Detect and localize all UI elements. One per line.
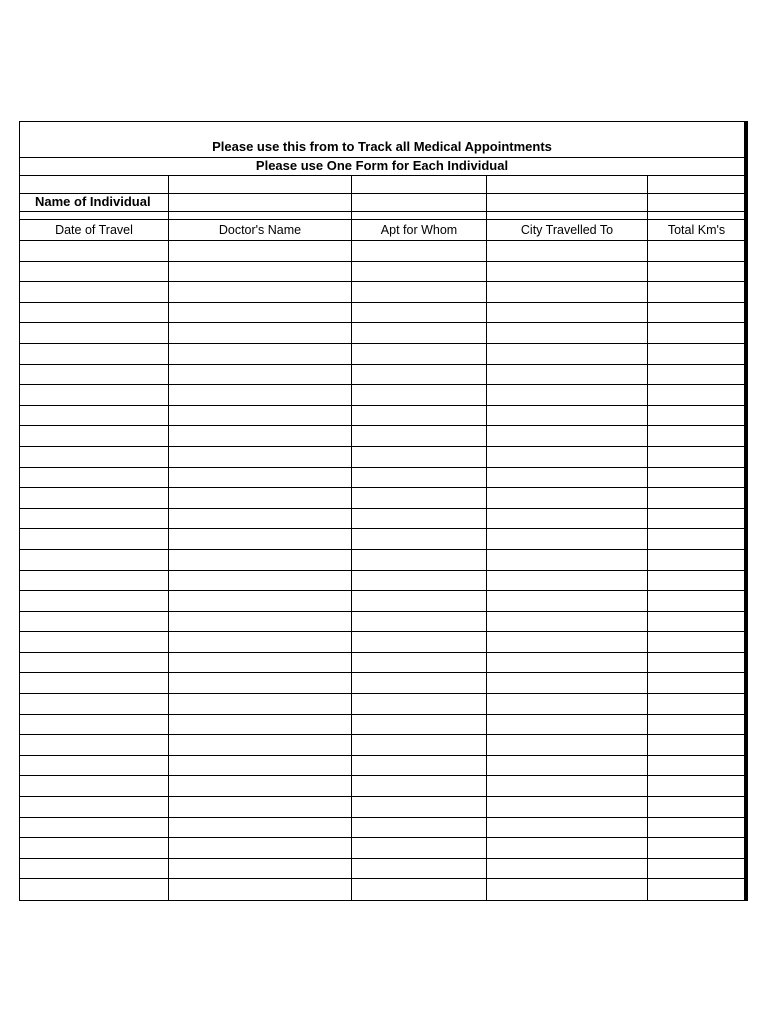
table-cell[interactable] [169, 488, 352, 508]
table-cell[interactable] [352, 468, 487, 488]
table-row [20, 447, 744, 468]
table-cell[interactable] [487, 385, 648, 405]
table-cell[interactable] [648, 776, 745, 796]
table-row [20, 673, 744, 694]
table-cell[interactable] [487, 509, 648, 529]
table-cell[interactable] [352, 612, 487, 632]
table-cell[interactable] [20, 529, 169, 549]
table-cell[interactable] [169, 838, 352, 858]
table-cell[interactable] [169, 262, 352, 282]
table-row [20, 838, 744, 859]
table-cell[interactable] [487, 262, 648, 282]
table-cell[interactable] [169, 406, 352, 426]
column-header: Date of Travel [20, 220, 169, 240]
table-cell[interactable] [648, 591, 745, 611]
table-cell[interactable] [487, 612, 648, 632]
table-cell[interactable] [20, 673, 169, 693]
table-cell[interactable] [169, 385, 352, 405]
table-cell[interactable] [648, 715, 745, 735]
table-cell[interactable] [169, 303, 352, 323]
table-row [20, 365, 744, 386]
table-cell[interactable] [352, 756, 487, 776]
table-cell[interactable] [169, 818, 352, 838]
table-cell[interactable] [487, 323, 648, 343]
table-cell[interactable] [352, 632, 487, 652]
thin-row [20, 212, 744, 220]
column-header: Apt for Whom [352, 220, 487, 240]
table-cell[interactable] [648, 756, 745, 776]
table-row [20, 344, 744, 365]
table-cell[interactable] [169, 241, 352, 261]
table-cell[interactable] [20, 715, 169, 735]
name-row [20, 194, 744, 212]
table-cell[interactable] [648, 571, 745, 591]
table-cell[interactable] [20, 303, 169, 323]
table-cell[interactable] [352, 571, 487, 591]
table-cell[interactable] [648, 344, 745, 364]
table-cell[interactable] [169, 735, 352, 755]
table-row [20, 323, 744, 344]
table-cell[interactable] [487, 818, 648, 838]
table-row [20, 612, 744, 633]
table-row [20, 859, 744, 880]
table-cell[interactable] [169, 344, 352, 364]
spacer-row [20, 176, 744, 194]
table-row [20, 529, 744, 550]
table-cell[interactable] [487, 673, 648, 693]
table-row [20, 550, 744, 571]
table-cell[interactable] [648, 550, 745, 570]
table-cell[interactable] [20, 406, 169, 426]
table-cell[interactable] [20, 653, 169, 673]
table-cell[interactable] [20, 550, 169, 570]
table-cell[interactable] [648, 426, 745, 446]
table-cell[interactable] [20, 282, 169, 302]
table-cell[interactable] [20, 262, 169, 282]
table-cell[interactable] [648, 879, 745, 900]
table-cell[interactable] [487, 447, 648, 467]
table-cell[interactable] [169, 859, 352, 879]
table-cell[interactable] [20, 818, 169, 838]
table-cell[interactable] [352, 262, 487, 282]
table-cell[interactable] [352, 406, 487, 426]
table-cell[interactable] [169, 632, 352, 652]
table-row [20, 262, 744, 283]
table-cell[interactable] [487, 529, 648, 549]
table-cell[interactable] [648, 262, 745, 282]
table-row [20, 776, 744, 797]
table-cell[interactable] [20, 426, 169, 446]
table-cell[interactable] [169, 426, 352, 446]
table-cell[interactable] [20, 838, 169, 858]
table-cell[interactable] [352, 735, 487, 755]
form-subtitle: Please use One Form for Each Individual [255, 158, 509, 173]
table-row [20, 282, 744, 303]
table-row [20, 653, 744, 674]
table-cell[interactable] [169, 509, 352, 529]
table-cell[interactable] [352, 591, 487, 611]
table-row [20, 488, 744, 509]
table-row [20, 303, 744, 324]
table-cell[interactable] [352, 365, 487, 385]
table-cell[interactable] [487, 241, 648, 261]
table-cell[interactable] [169, 879, 352, 900]
table-cell[interactable] [20, 323, 169, 343]
table-row [20, 715, 744, 736]
table-cell[interactable] [352, 303, 487, 323]
table-cell[interactable] [487, 715, 648, 735]
table-cell[interactable] [20, 632, 169, 652]
table-cell[interactable] [352, 653, 487, 673]
medical-appointments-form [19, 121, 745, 901]
column-header-row [20, 220, 744, 241]
table-cell[interactable] [169, 776, 352, 796]
table-cell[interactable] [648, 323, 745, 343]
table-cell[interactable] [487, 406, 648, 426]
table-cell[interactable] [352, 879, 487, 900]
table-cell[interactable] [20, 488, 169, 508]
table-cell[interactable] [20, 776, 169, 796]
table-cell[interactable] [648, 488, 745, 508]
table-cell[interactable] [487, 282, 648, 302]
table-cell[interactable] [648, 797, 745, 817]
table-cell[interactable] [352, 426, 487, 446]
table-cell[interactable] [20, 859, 169, 879]
table-cell[interactable] [20, 591, 169, 611]
table-cell[interactable] [487, 344, 648, 364]
table-cell[interactable] [648, 632, 745, 652]
table-row [20, 879, 744, 900]
table-cell[interactable] [352, 385, 487, 405]
table-cell[interactable] [169, 591, 352, 611]
table-cell[interactable] [487, 859, 648, 879]
table-cell[interactable] [648, 673, 745, 693]
table-row [20, 756, 744, 777]
table-cell[interactable] [20, 756, 169, 776]
table-cell[interactable] [352, 241, 487, 261]
table-cell[interactable] [487, 571, 648, 591]
table-cell[interactable] [648, 365, 745, 385]
table-row [20, 694, 744, 715]
table-cell[interactable] [487, 735, 648, 755]
table-cell[interactable] [352, 509, 487, 529]
table-cell[interactable] [169, 756, 352, 776]
table-cell[interactable] [352, 344, 487, 364]
table-cell[interactable] [20, 385, 169, 405]
table-cell[interactable] [648, 282, 745, 302]
table-cell[interactable] [352, 715, 487, 735]
table-cell[interactable] [487, 303, 648, 323]
table-cell[interactable] [648, 241, 745, 261]
table-row [20, 509, 744, 530]
table-cell[interactable] [20, 879, 169, 900]
table-cell[interactable] [20, 447, 169, 467]
table-row [20, 571, 744, 592]
table-cell[interactable] [352, 673, 487, 693]
column-header: City Travelled To [487, 220, 648, 240]
name-of-individual-label: Name of Individual [35, 194, 151, 209]
table-cell[interactable] [20, 735, 169, 755]
table-cell[interactable] [20, 468, 169, 488]
table-cell[interactable] [648, 612, 745, 632]
table-cell[interactable] [20, 797, 169, 817]
table-cell[interactable] [20, 694, 169, 714]
table-cell[interactable] [169, 447, 352, 467]
form-title: Please use this from to Track all Medical Appointments [212, 139, 552, 154]
table-cell[interactable] [648, 385, 745, 405]
table-cell[interactable] [648, 859, 745, 879]
table-cell[interactable] [352, 818, 487, 838]
table-cell[interactable] [352, 488, 487, 508]
title-row-1 [20, 122, 744, 158]
table-cell[interactable] [487, 426, 648, 446]
table-cell[interactable] [487, 756, 648, 776]
table-cell[interactable] [487, 694, 648, 714]
table-cell[interactable] [487, 653, 648, 673]
table-cell[interactable] [648, 653, 745, 673]
table-cell[interactable] [648, 529, 745, 549]
table-cell[interactable] [352, 447, 487, 467]
table-cell[interactable] [20, 344, 169, 364]
table-cell[interactable] [487, 879, 648, 900]
table-cell[interactable] [169, 529, 352, 549]
table-cell[interactable] [169, 797, 352, 817]
table-cell[interactable] [648, 447, 745, 467]
table-row [20, 468, 744, 489]
table-cell[interactable] [352, 797, 487, 817]
table-cell[interactable] [352, 323, 487, 343]
table-cell[interactable] [169, 612, 352, 632]
table-cell[interactable] [487, 468, 648, 488]
table-cell[interactable] [352, 550, 487, 570]
table-cell[interactable] [20, 612, 169, 632]
table-cell[interactable] [169, 694, 352, 714]
table-cell[interactable] [648, 694, 745, 714]
table-cell[interactable] [20, 365, 169, 385]
table-cell[interactable] [169, 468, 352, 488]
table-cell[interactable] [648, 406, 745, 426]
table-cell[interactable] [169, 323, 352, 343]
table-cell[interactable] [648, 509, 745, 529]
table-cell[interactable] [169, 282, 352, 302]
table-cell[interactable] [648, 735, 745, 755]
table-cell[interactable] [169, 715, 352, 735]
table-cell[interactable] [352, 282, 487, 302]
table-cell[interactable] [352, 838, 487, 858]
table-cell[interactable] [169, 673, 352, 693]
table-cell[interactable] [487, 797, 648, 817]
table-cell[interactable] [169, 550, 352, 570]
table-cell[interactable] [20, 571, 169, 591]
sheet-right-edge [745, 121, 748, 901]
table-cell[interactable] [352, 776, 487, 796]
table-cell[interactable] [487, 591, 648, 611]
table-cell[interactable] [648, 818, 745, 838]
table-row [20, 818, 744, 839]
table-row [20, 735, 744, 756]
table-cell[interactable] [20, 241, 169, 261]
table-cell[interactable] [169, 571, 352, 591]
table-cell[interactable] [487, 488, 648, 508]
column-header: Total Km's [667, 223, 726, 237]
table-cell[interactable] [487, 550, 648, 570]
table-cell[interactable] [352, 529, 487, 549]
table-row [20, 406, 744, 427]
table-cell[interactable] [487, 838, 648, 858]
title-row-2 [20, 158, 744, 176]
table-cell[interactable] [352, 694, 487, 714]
table-row [20, 426, 744, 447]
table-cell[interactable] [487, 365, 648, 385]
table-row [20, 632, 744, 653]
table-cell[interactable] [169, 653, 352, 673]
table-cell[interactable] [169, 365, 352, 385]
table-row [20, 797, 744, 818]
table-cell[interactable] [648, 303, 745, 323]
table-cell[interactable] [352, 859, 487, 879]
table-cell[interactable] [648, 468, 745, 488]
column-header: Doctor's Name [169, 220, 352, 240]
name-of-individual-field[interactable] [169, 194, 352, 211]
table-row [20, 591, 744, 612]
table-cell[interactable] [20, 509, 169, 529]
table-cell[interactable] [648, 838, 745, 858]
table-cell[interactable] [487, 632, 648, 652]
table-row [20, 241, 744, 262]
table-row [20, 385, 744, 406]
table-cell[interactable] [487, 776, 648, 796]
